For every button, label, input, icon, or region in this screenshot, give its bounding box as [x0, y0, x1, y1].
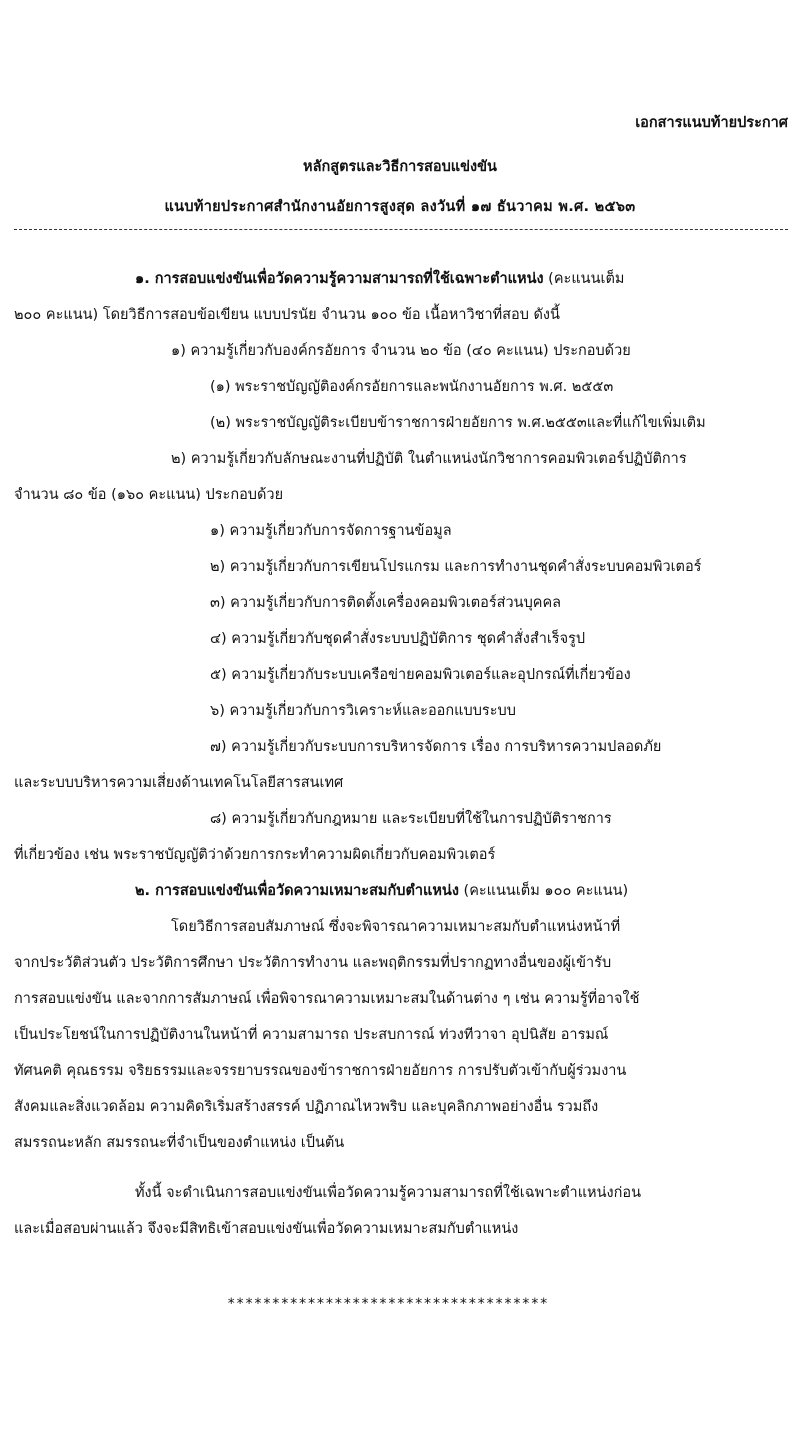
part2-item: ๘) ความรู้เกี่ยวกับกฎหมาย และระเบียบที่ใช้ในการปฏิบัติราชการ: [210, 811, 612, 827]
part2-item: ๕) ความรู้เกี่ยวกับระบบเครือข่ายคอมพิวเตอร์และอุปกรณ์ที่เกี่ยวข้อง: [210, 667, 631, 683]
part2-item: ๖) ความรู้เกี่ยวกับการวิเคราะห์และออกแบบระบบ: [210, 703, 516, 719]
section2-paragraph-line: เป็นประโยชน์ในการปฏิบัติงานในหน้าที่ ความสามารถ ประสบการณ์ ท่วงทีวาจา อุปนิสัย อารมณ์: [14, 1027, 609, 1043]
document-subtitle: แนบท้ายประกาศสำนักงานอัยการสูงสุด ลงวันที่ ๑๗ ธันวาคม พ.ศ. ๒๕๖๓: [164, 199, 636, 215]
star-separator: ************************************: [227, 1296, 549, 1312]
section2-heading: [135, 880, 628, 902]
part2-item-cont: และระบบบริหารความเสี่ยงด้านเทคโนโลยีสารสนเทศ: [14, 775, 344, 791]
section2-paragraph-line: จากประวัติส่วนตัว ประวัติการศึกษา ประวัติการทำงาน และพฤติกรรมที่ปรากฏทางอื่นของผู้เข้ารับ: [14, 955, 612, 971]
part1-item: (๒) พระราชบัญญัติระเบียบข้าราชการฝ่ายอัยการ พ.ศ.๒๕๕๓และที่แก้ไขเพิ่มเติม: [210, 415, 706, 431]
section2-paragraph-line: สมรรถนะหลัก สมรรถนะที่จำเป็นของตำแหน่ง เป็นต้น: [14, 1135, 345, 1151]
document-title: หลักสูตรและวิธีการสอบแข่งขัน: [303, 159, 497, 175]
section1-heading-rest: (คะแนนเต็ม: [543, 271, 625, 287]
part2-item-cont: ที่เกี่ยวข้อง เช่น พระราชบัญญัติว่าด้วยการกระทำความผิดเกี่ยวกับคอมพิวเตอร์: [14, 847, 496, 863]
part2-heading-cont: จำนวน ๘๐ ข้อ (๑๖๐ คะแนน) ประกอบด้วย: [14, 487, 284, 503]
section1-heading-cont: ๒๐๐ คะแนน) โดยวิธีการสอบข้อเขียน แบบปรนัย จำนวน ๑๐๐ ข้อ เนื้อหาวิชาที่สอบ ดังนี้: [14, 307, 560, 323]
part1-heading: ๑) ความรู้เกี่ยวกับองค์กรอัยการ จำนวน ๒๐ ข้อ (๔๐ คะแนน) ประกอบด้วย: [171, 343, 631, 359]
section1-heading-bold: ๑. การสอบแข่งขันเพื่อวัดความรู้ความสามารถที่ใช้เฉพาะตำแหน่ง: [135, 271, 544, 287]
section2-paragraph-line: โดยวิธีการสอบสัมภาษณ์ ซึ่งจะพิจารณาความเหมาะสมกับตำแหน่งหน้าที่: [171, 919, 621, 935]
note-line: ทั้งนี้ จะดำเนินการสอบแข่งขันเพื่อวัดความรู้ความสามารถที่ใช้เฉพาะตำแหน่งก่อน: [135, 1185, 641, 1201]
attachment-label: เอกสารแนบท้ายประกาศ: [635, 115, 788, 131]
part2-heading: ๒) ความรู้เกี่ยวกับลักษณะงานที่ปฏิบัติ ในตำแหน่งนักวิชาการคอมพิวเตอร์ปฏิบัติการ: [171, 451, 687, 467]
section2-paragraph-line: สังคมและสิ่งแวดล้อม ความคิดริเริ่มสร้างสรรค์ ปฏิภาณไหวพริบ และบุคลิกภาพอย่างอื่น รวมถึง: [14, 1099, 599, 1115]
dashed-separator: [14, 229, 788, 230]
part2-item: ๑) ความรู้เกี่ยวกับการจัดการฐานข้อมูล: [210, 523, 452, 539]
section2-heading-bold: ๒. การสอบแข่งขันเพื่อวัดความเหมาะสมกับตำแหน่ง: [135, 883, 459, 899]
part2-item: ๒) ความรู้เกี่ยวกับการเขียนโปรแกรม และการทำงานชุดคำสั่งระบบคอมพิวเตอร์: [210, 559, 702, 575]
section2-paragraph-line: ทัศนคติ คุณธรรม จริยธรรมและจรรยาบรรณของข้าราชการฝ่ายอัยการ การปรับตัวเข้ากับผู้ร่วมงาน: [14, 1063, 627, 1079]
section1-heading: [135, 268, 624, 290]
part1-item: (๑) พระราชบัญญัติองค์กรอัยการและพนักงานอัยการ พ.ศ. ๒๕๕๓: [210, 379, 614, 395]
section2-paragraph-line: การสอบแข่งขัน และจากการสัมภาษณ์ เพื่อพิจารณาความเหมาะสมในด้านต่าง ๆ เช่น ความรู้ที่อาจใช้: [14, 991, 640, 1007]
part2-item: ๓) ความรู้เกี่ยวกับการติดตั้งเครื่องคอมพิวเตอร์ส่วนบุคคล: [210, 595, 562, 611]
note-line: และเมื่อสอบผ่านแล้ว จึงจะมีสิทธิเข้าสอบแข่งขันเพื่อวัดความเหมาะสมกับตำแหน่ง: [14, 1221, 519, 1237]
section2-heading-rest: (คะแนนเต็ม ๑๐๐ คะแนน): [458, 883, 629, 899]
part2-item: ๗) ความรู้เกี่ยวกับระบบการบริหารจัดการ เรื่อง การบริหารความปลอดภัย: [210, 739, 662, 755]
part2-item: ๔) ความรู้เกี่ยวกับชุดคำสั่งระบบปฏิบัติการ ชุดคำสั่งสำเร็จรูป: [210, 631, 586, 647]
